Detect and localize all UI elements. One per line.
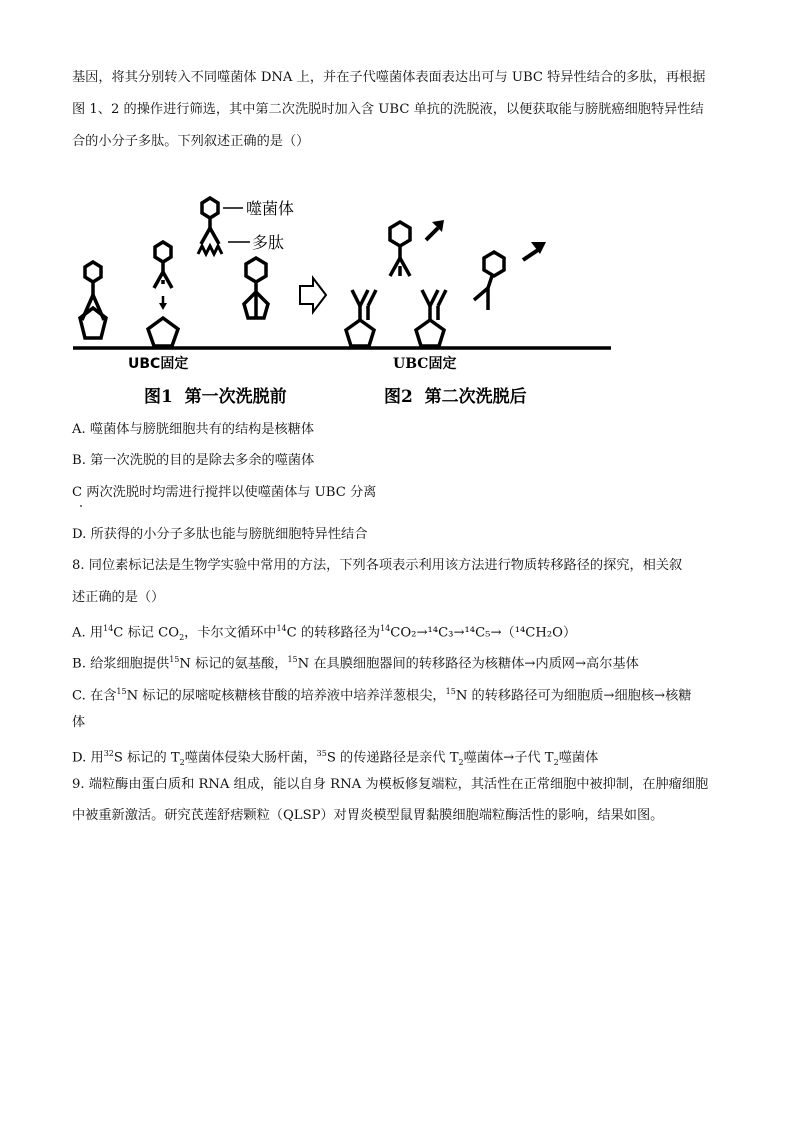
sup-35: 35 [316, 749, 327, 758]
q8-a-path: CO₂→¹⁴C₃→¹⁴C₅→（¹⁴CH₂O） [390, 625, 577, 641]
antibody-1 [346, 290, 376, 346]
q8-c-end: N 的转移路径可为细胞质→细胞核→核糖 [455, 688, 692, 704]
release-arrow-1 [426, 228, 438, 240]
q8-option-c-2: 体 [72, 715, 86, 730]
phage-display-diagram [68, 180, 628, 415]
sup-14: 14 [103, 624, 114, 633]
sub-2c: 2 [458, 758, 464, 768]
phage-released-2 [474, 252, 504, 310]
sup-15b: 15 [287, 655, 298, 664]
q7-option-d: D. 所获得的小分子多肽也能与膀胱细胞特异性结合 [72, 527, 368, 542]
q8-b-end: N 在具膜细胞器间的转移路径为核糖体→内质网→高尔基体 [297, 656, 639, 672]
process-arrow [300, 278, 326, 312]
q8-c-pre: C. 在含 [72, 688, 117, 704]
sub-2: 2 [179, 633, 185, 643]
sup-15d: 15 [445, 687, 456, 696]
phage-bound-1 [80, 262, 106, 338]
ubc-fixed-left: UBC固定 [128, 356, 189, 372]
q8-b-pre: B. 给浆细胞提供 [72, 656, 170, 672]
passage-line-3: 合的小分子多肽。下列叙述正确的是（） [72, 134, 310, 149]
q7-option-c: C 两次洗脱时均需进行搅拌以使噬菌体与 UBC 分离 [72, 485, 377, 500]
q8-b-mid: N 标记的氨基酸， [179, 656, 288, 672]
q8-stem-1: 8. 同位素标记法是生物学实验中常用的方法，下列各项表示利用该方法进行物质转移路径的探究，相关叙 [72, 558, 683, 573]
label-phage: 噬菌体 [246, 199, 295, 218]
passage-line-2: 图 1、2 的操作进行筛选，其中第二次洗脱时加入含 UBC 单抗的洗脱液，以便获取能与膀胱癌细胞特异性结 [72, 102, 704, 117]
q8-a-mid3: C 的转移路径为 [286, 625, 381, 641]
q8-stem-2: 述正确的是（） [72, 590, 165, 605]
q7-option-b: B. 第一次洗脱的目的是除去多余的噬菌体 [72, 453, 315, 468]
sup-14c: 14 [380, 624, 391, 633]
q8-option-a [72, 619, 724, 648]
passage-line-1: 基因，将其分别转入不同噬菌体 DNA 上，并在子代噬菌体表面表达出可与 UBC 特异性结合的多肽，再根据 [72, 70, 706, 85]
sup-32: 32 [103, 749, 114, 758]
q8-d-mid4: 噬菌体→子代 T [463, 750, 554, 766]
phage-nonbinding [244, 258, 268, 318]
q9-line-1: 9. 端粒酶由蛋白质和 RNA 组成，能以自身 RNA 为模板修复端粒，其活性在正常细胞中被抑制，在肿瘤细胞 [72, 777, 709, 792]
ubc-fixed-right: UBC固定 [393, 356, 457, 372]
antibody-2 [416, 290, 446, 346]
q8-d-end: 噬菌体 [558, 750, 599, 766]
phage-approach [154, 242, 172, 288]
legend-phage [198, 198, 222, 254]
q8-a-pre: A. 用 [72, 625, 104, 641]
caption-fig2: 图2 第二次洗脱后 [384, 387, 527, 407]
q8-option-b [72, 650, 724, 674]
q8-d-mid: S 标记的 T [113, 750, 180, 766]
q8-option-d [72, 744, 724, 773]
q8-d-mid3: S 的传递路径是亲代 T [326, 750, 459, 766]
label-peptide: 多肽 [252, 233, 285, 252]
caption-fig1: 图1 第一次洗脱前 [144, 387, 287, 407]
sup-14b: 14 [276, 624, 287, 633]
release-arrow-2 [523, 250, 538, 260]
sup-15c: 15 [116, 687, 127, 696]
ubc-pentagon-1 [148, 318, 178, 346]
phage-released-1 [390, 222, 410, 276]
sub-2b: 2 [179, 758, 185, 768]
sup-15: 15 [169, 655, 180, 664]
q8-c-mid: N 标记的尿嘧啶核糖核苷酸的培养液中培养洋葱根尖， [126, 688, 446, 704]
q8-option-c [72, 682, 724, 706]
q7-option-a: A. 噬菌体与膀胱细胞共有的结构是核糖体 [72, 422, 315, 437]
stray-dot [80, 505, 82, 507]
q8-d-pre: D. 用 [72, 750, 104, 766]
q8-a-mid1: C 标记 CO [113, 625, 180, 641]
q8-d-mid2: 噬菌体侵染大肠杆菌， [184, 750, 317, 766]
q9-line-2: 中被重新激活。研究芪莲舒痞颗粒（QLSP）对胃炎模型鼠胃黏膜细胞端粒酶活性的影响，结果如图。 [72, 808, 664, 823]
sub-2d: 2 [553, 758, 559, 768]
q8-a-mid2: ，卡尔文循环中 [184, 625, 277, 641]
